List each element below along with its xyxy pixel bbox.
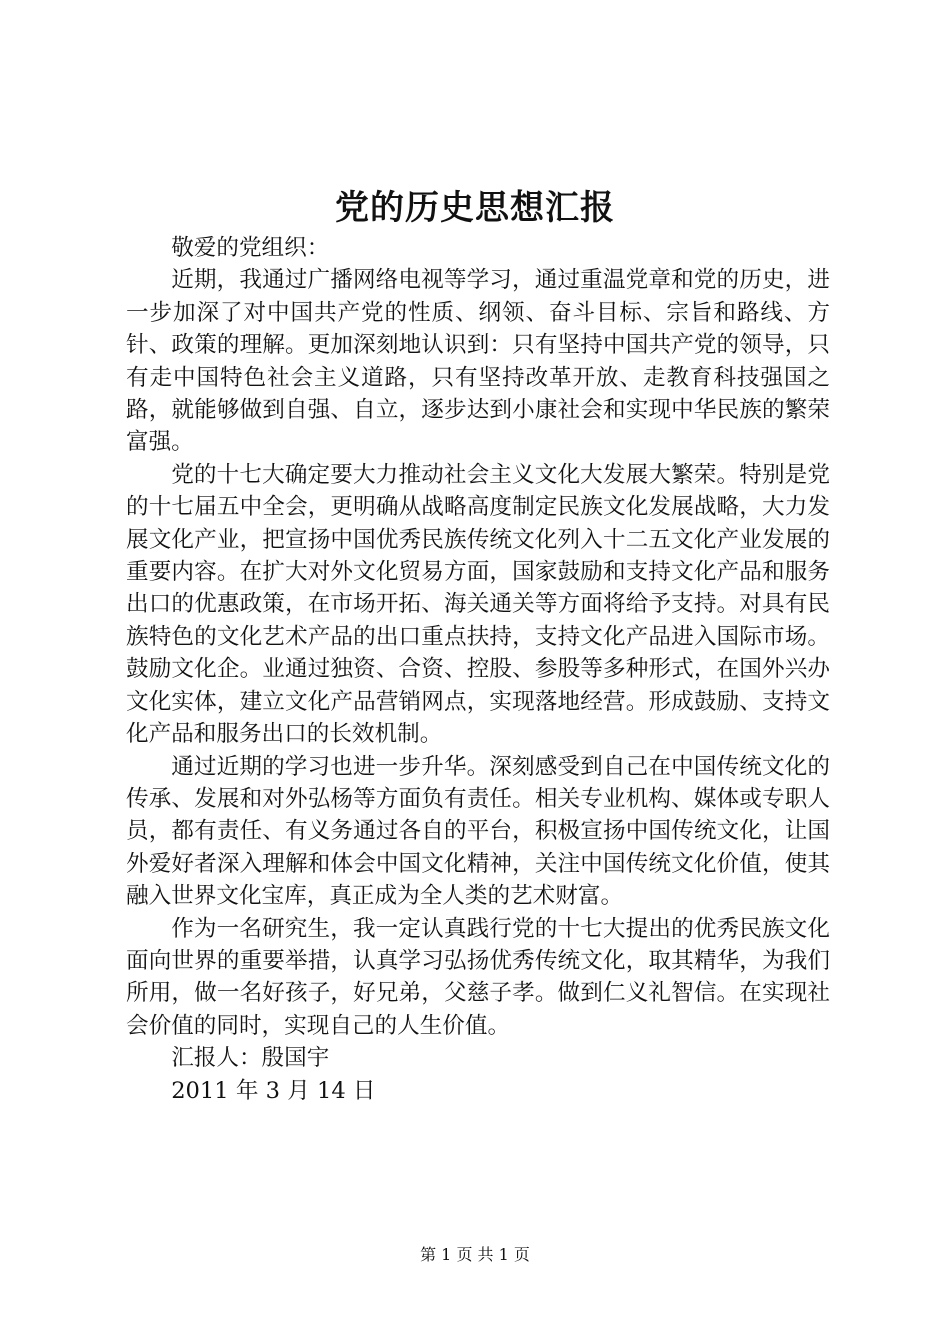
paragraph-2: 党的十七大确定要大力推动社会主义文化大发展大繁荣。特别是党的十七届五中全会，更明确从战略高度制定民族文化发展战略，大力发展文化产业，把宣扬中国优秀民族传统文化列入十二五文化产业发展的重要内容。在扩大对外文化贸易方面，国家鼓励和支持文化产品和服务出口的优惠政策，在市场开拓、海关通关等方面将给予支持。对具有民族特色的文化艺术产品的出口重点扶持，支持文化产品进入国际市场。鼓励文化企。业通过独资、合资、控股、参股等多种形式，在国外兴办文化实体，建立文化产品营销网点，实现落地经营。形成鼓励、支持文化产品和服务出口的长效机制。 <box>126 461 830 748</box>
report-date: 2011 年 3 月 14 日 <box>171 1077 376 1104</box>
page-footer: 第 1 页 共 1 页 <box>420 1245 530 1264</box>
document-body <box>126 232 830 1107</box>
paragraph-1: 近期，我通过广播网络电视等学习，通过重温党章和党的历史，进一步加深了对中国共产党的性质、纲领、奋斗目标、宗旨和路线、方针、政策的理解。更加深刻地认识到：只有坚持中国共产党的领导，只有走中国特色社会主义道路，只有坚持改革开放、走教育科技强国之路，就能够做到自强、自立，逐步达到小康社会和实现中华民族的繁荣富强。 <box>126 267 830 456</box>
salutation: 敬爱的党组织： <box>171 235 330 261</box>
paragraph-3: 通过近期的学习也进一步升华。深刻感受到自己在中国传统文化的传承、发展和对外弘杨等方面负有责任。相关专业机构、媒体或专职人员，都有责任、有义务通过各自的平台，积极宣扬中国传统文化，让国外爱好者深入理解和体会中国文化精神，关注中国传统文化价值，使其融入世界文化宝库，真正成为全人类的艺术财富。 <box>126 753 830 910</box>
document-title: 党的历史思想汇报 <box>335 188 615 228</box>
reporter-signature: 汇报人：殷国宇 <box>171 1045 330 1072</box>
paragraph-4: 作为一名研究生，我一定认真践行党的十七大提出的优秀民族文化面向世界的重要举措，认真学习弘扬优秀传统文化，取其精华，为我们所用，做一名好孩子，好兄弟，父慈子孝。做到仁义礼智信。在实现社会价值的同时，实现自己的人生价值。 <box>126 915 830 1039</box>
